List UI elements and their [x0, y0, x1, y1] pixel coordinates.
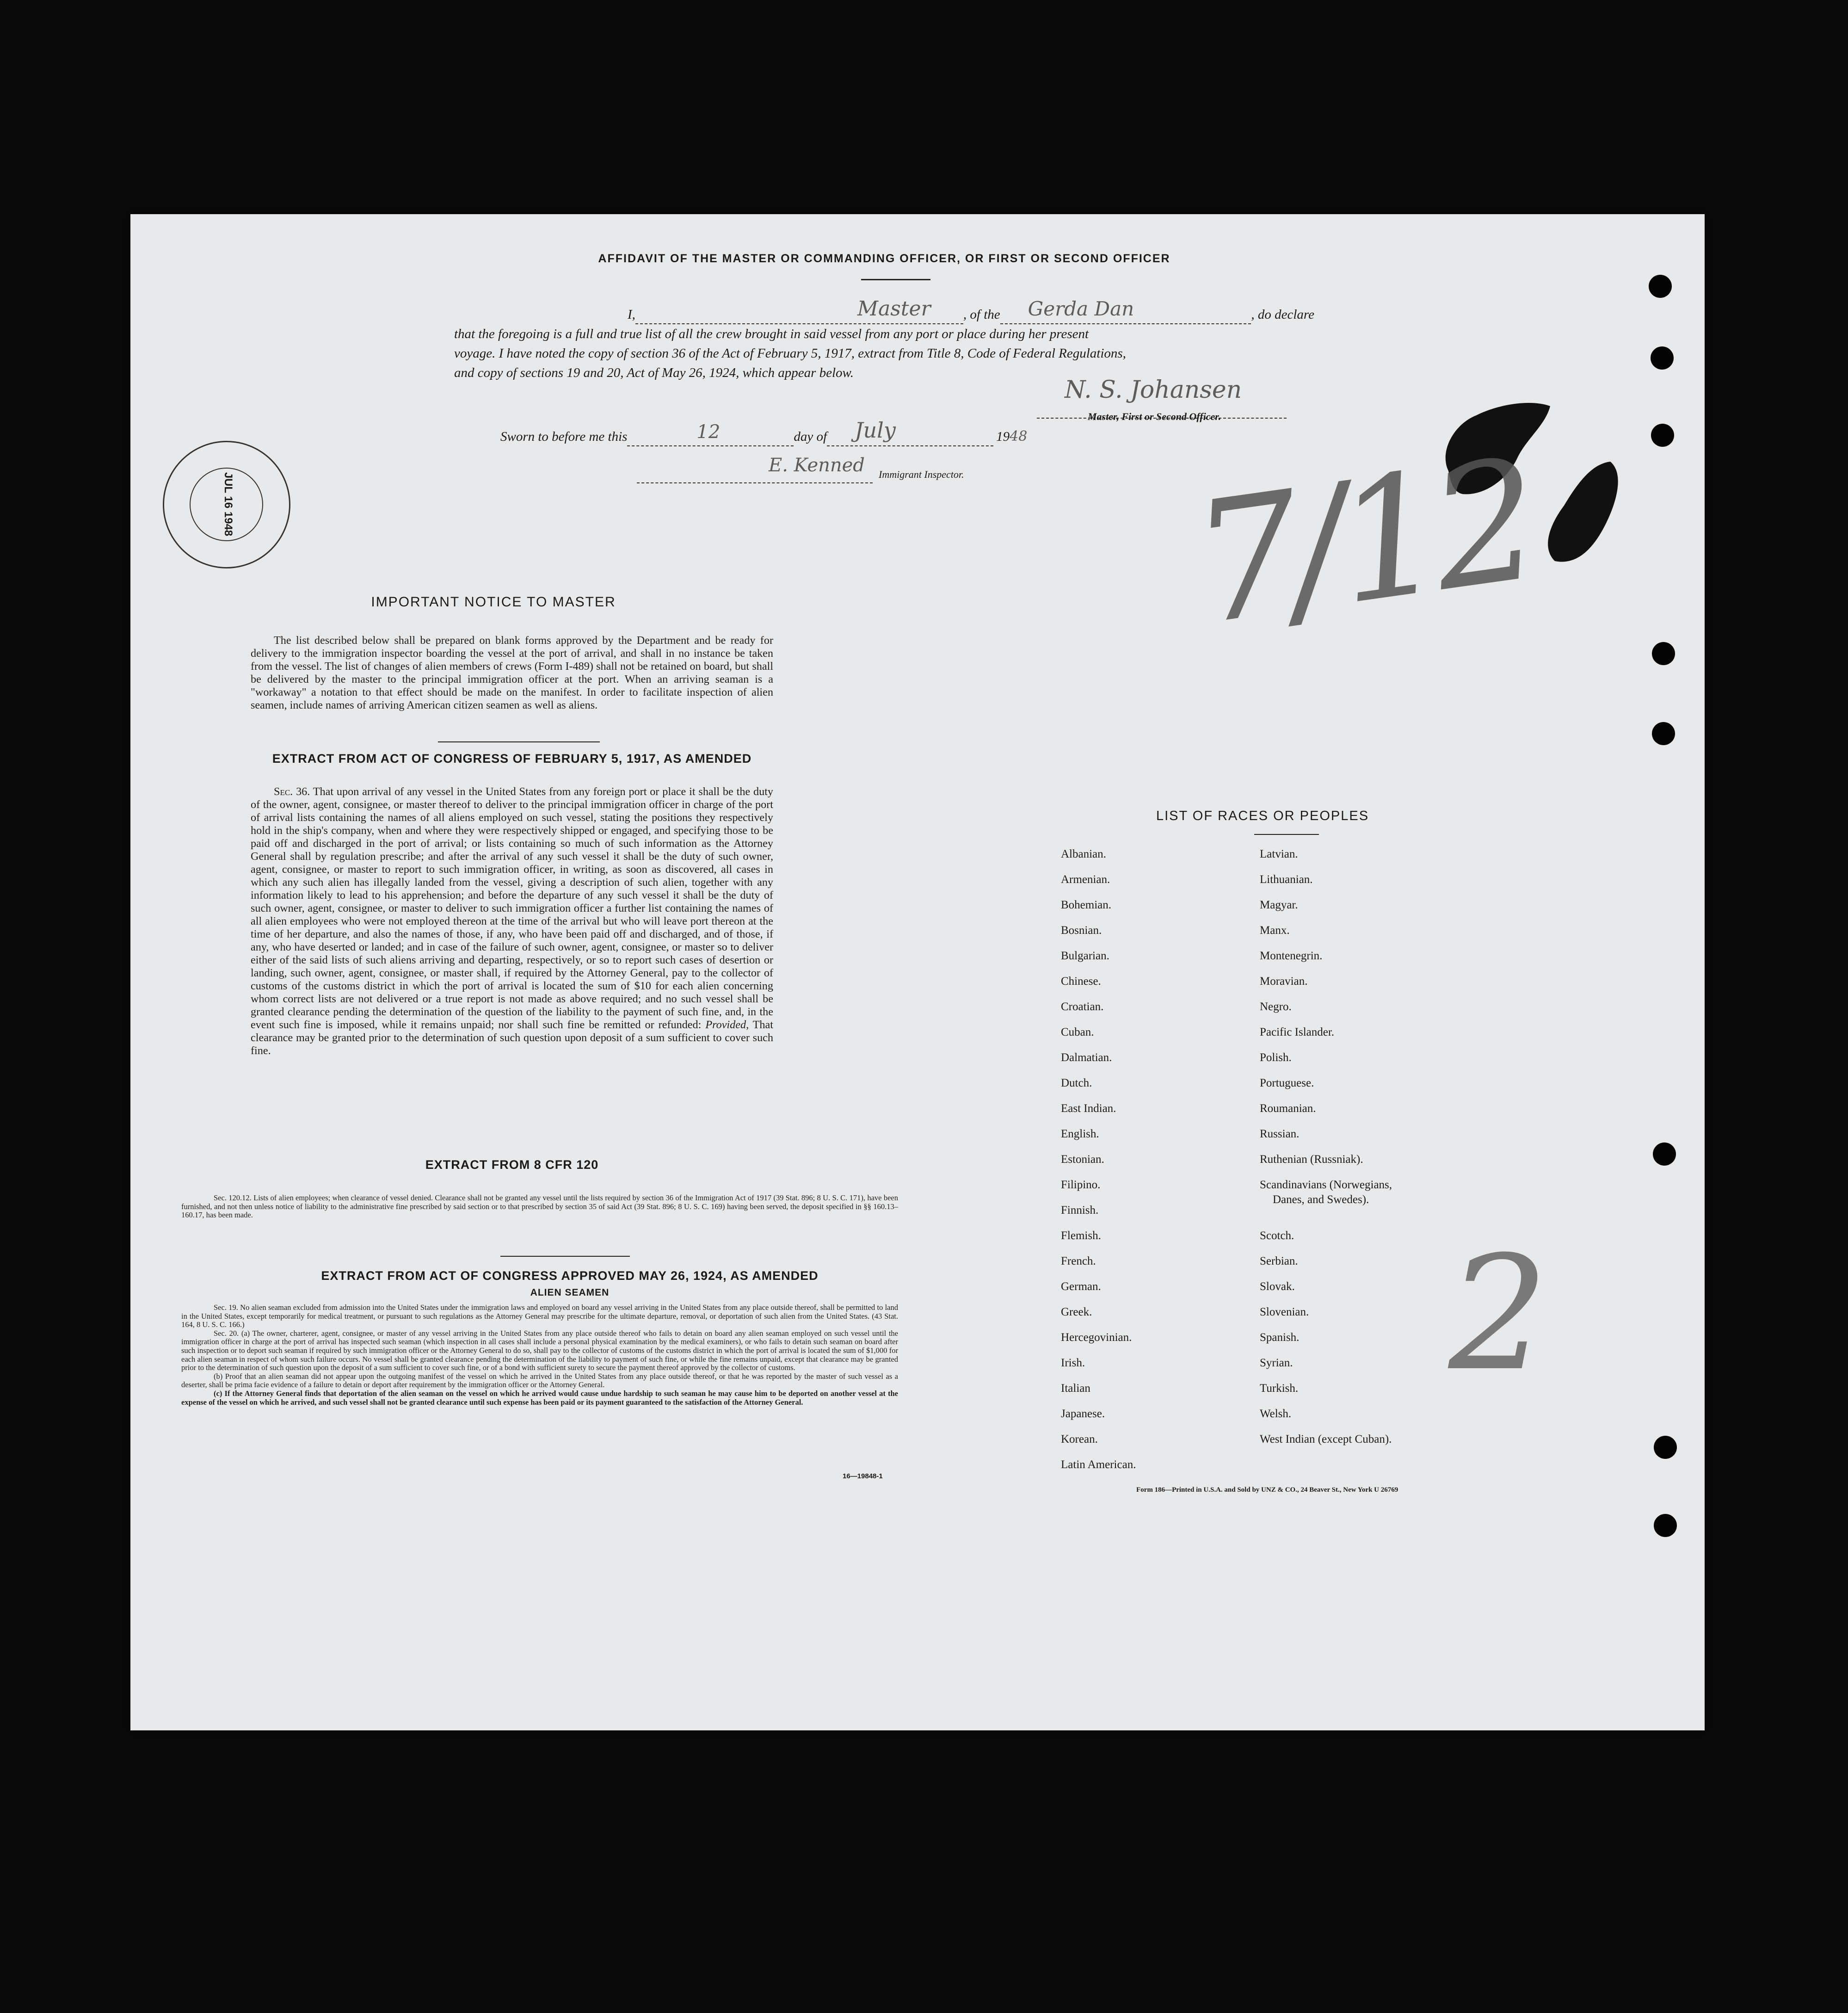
rank-field	[635, 297, 963, 324]
punch-hole	[1652, 722, 1675, 745]
year-prefix: 19	[996, 429, 1010, 444]
day-of-label: day of	[794, 429, 827, 444]
sworn-line	[500, 418, 1148, 446]
inspector-signature: E. Kenned	[769, 455, 865, 476]
race-item: Finnish.	[1061, 1204, 1099, 1216]
affidavit-title: AFFIDAVIT OF THE MASTER OR COMMANDING OFFICER, OR FIRST OR SECOND OFFICER	[598, 252, 1170, 265]
vessel-handwriting: Gerda Dan	[1028, 297, 1134, 320]
sec-20c-text: (c) If the Attorney General finds that deportation of the alien seaman on the vessel on which he arrived would cause undue hardship to such seaman he may cause him to be deported on another vessel at the expense of the vessel on which he arrived, and such vessel shall not be granted clearance until such expense has been paid or its payment guaranteed to the satisfaction of the Attorney General.	[181, 1389, 898, 1407]
divider-1	[438, 741, 600, 742]
race-item: Magyar.	[1260, 899, 1298, 911]
race-item: Armenian.	[1061, 873, 1110, 886]
race-item: Welsh.	[1260, 1408, 1292, 1420]
race-item: Cuban.	[1061, 1026, 1094, 1038]
do-declare-label: , do declare	[1251, 307, 1314, 322]
declaration-line-2: that the foregoing is a full and true list of all the crew brought in said vessel from any port or place during her present	[454, 327, 1089, 341]
race-item: Russian.	[1260, 1128, 1300, 1140]
race-item: English.	[1061, 1128, 1099, 1140]
signature-caption: Master, First or Second Officer.	[1088, 411, 1221, 422]
race-item: Scandinavians (Norwegians,	[1260, 1179, 1392, 1191]
race-item: Ruthenian (Russniak).	[1260, 1153, 1363, 1166]
race-item: Croatian.	[1061, 1000, 1104, 1013]
race-item: Syrian.	[1260, 1357, 1293, 1369]
race-item: Serbian.	[1260, 1255, 1298, 1267]
race-item: Polish.	[1260, 1051, 1292, 1064]
race-item: East Indian.	[1061, 1102, 1116, 1115]
race-item: Montenegrin.	[1260, 950, 1323, 962]
sworn-label: Sworn to before me this	[500, 429, 628, 444]
punch-hole	[1654, 1514, 1677, 1537]
race-item: Danes, and Swedes).	[1273, 1193, 1369, 1206]
inspector-caption: Immigrant Inspector.	[879, 469, 964, 480]
race-item: Latin American.	[1061, 1458, 1136, 1471]
sec-20b-text: (b) Proof that an alien seaman did not appear upon the outgoing manifest of the vessel on which he arrived in the United States from any place outside thereof, or that he was reported by the master of such vessel as a deserter, shall be prima facie evidence of a failure to detain or deport after requirement by the immigration officer or the Attorney General.	[181, 1371, 898, 1389]
date-stamp	[163, 441, 290, 568]
race-item: French.	[1061, 1255, 1096, 1267]
proviso-text: That clearance may be granted prior to the determination of such question upon deposit of a sum sufficient to cover such fine.	[251, 1019, 773, 1057]
race-item: Manx.	[1260, 924, 1290, 937]
races-right-column	[1260, 848, 1392, 1458]
sec-20a-text: Sec. 20. (a) The owner, charterer, agent, consignee, or master of any vessel arriving in the United States from any place outside thereof who fails to detain on board any alien seaman employed on such vessel until the immigration officer in charge at the port of arrival has inspected such seaman (which inspection in all cases shall include a personal physical examination by the medical examiners), or who fails to detain such seaman on board after such inspection or to deport such seaman if required by such immigration officer or the Attorney General to do so, shall pay to the collector of customs of the customs district in which the port of arrival is located the sum of $1,000 for each alien seaman in respect of whom such failure occurs. No vessel shall be granted clearance pending the determination of the liability to payment of such fine, or while the fine remains unpaid, except that clearance may be granted prior to the determination of such question upon the deposit of a sum sufficient to cover such fine, or of a bond with sufficient surety to secure the payment thereof approved by the collector of customs.	[181, 1328, 898, 1372]
race-item: Italian	[1061, 1382, 1090, 1395]
race-item: Moravian.	[1260, 975, 1308, 988]
race-item: Irish.	[1061, 1357, 1085, 1369]
handwritten-number: 7/12	[1182, 423, 1543, 662]
sec-36-label: Sec. 36.	[274, 785, 310, 798]
declaration-block	[454, 297, 1314, 383]
form-footer: Form 186—Printed in U.S.A. and Sold by UNZ & CO., 24 Beaver St., New York U 26769	[1136, 1486, 1398, 1494]
month-field	[827, 418, 993, 446]
race-item: Slovenian.	[1260, 1306, 1309, 1318]
race-item: Pacific Islander.	[1260, 1026, 1335, 1038]
notice-text: The list described below shall be prepared on blank forms approved by the Department and be ready for delivery to the immigration inspector boarding the vessel at the port of arrival, and shall in no instance be taken from the vessel. The list of changes of alien members of crews (Form I-489) shall not be retained on board, but shall be delivered by the master to the principal immigration officer at the port. When an arriving seaman is a "workaway" a notation to that effect should be made on the manifest. In order to facilitate inspection of alien seamen, include names of arriving American citizen seamen as well as aliens.	[251, 634, 773, 711]
proviso-word: Provided,	[705, 1019, 749, 1031]
declaration-line-4: and copy of sections 19 and 20, Act of May 26, 1924, which appear below.	[454, 365, 854, 380]
year-handwriting: 48	[1010, 428, 1028, 445]
extract-1924-subtitle: ALIEN SEAMEN	[530, 1287, 610, 1298]
punch-hole	[1652, 642, 1675, 665]
race-item: Turkish.	[1260, 1382, 1299, 1395]
ink-blot-right-shape	[1548, 462, 1618, 562]
race-item: Bulgarian.	[1061, 950, 1109, 962]
declaration-line-3: voyage. I have noted the copy of section 36 of the Act of February 5, 1917, extract from Title 8, Code of Federal Regulations,	[454, 346, 1126, 361]
race-item: German.	[1061, 1280, 1101, 1293]
i-label: I,	[628, 307, 635, 322]
races-left-column	[1061, 848, 1136, 1484]
punch-hole	[1653, 1142, 1676, 1166]
extract-1924-title: EXTRACT FROM ACT OF CONGRESS APPROVED MAY 26, 1924, AS AMENDED	[321, 1269, 819, 1283]
punch-hole	[1651, 346, 1674, 370]
race-item: West Indian (except Cuban).	[1260, 1433, 1392, 1445]
day-handwriting: 12	[696, 421, 721, 443]
race-item: Dalmatian.	[1061, 1051, 1112, 1064]
punch-hole	[1654, 1436, 1677, 1459]
race-item: Scotch.	[1260, 1229, 1294, 1242]
race-item: Greek.	[1061, 1306, 1092, 1318]
date-stamp-text: JUL 16 1948	[222, 472, 234, 537]
race-item: Albanian.	[1061, 848, 1106, 860]
race-item: Hercegovinian.	[1061, 1331, 1132, 1344]
extract-cfr-text: Sec. 120.12. Lists of alien employees; when clearance of vessel denied. Clearance shall not be granted any vessel until the lists required by section 36 of the Immigration Act of 1917 (39 Stat. 896; 8 U. S. C. 171), have been furnished, and not then unless notice of liability to the administrative fine prescribed by said section or to that prescribed by section 35 of said Act (39 Stat. 896; 8 U. S. C. 169) having been served, the deposit specified in §§ 160.13–160.17, has been made.	[181, 1193, 898, 1220]
sec-19-text: Sec. 19. No alien seaman excluded from admission into the United States under the immigration laws and employed on board any vessel arriving in the United States from any place outside thereof, shall be permitted to land in the United States, except temporarily for medical treatment, or pursuant to such regulations as the Attorney General may prescribe for the ultimate departure, removal, or deportation of such alien from the United States. (43 Stat. 164, 8 U. S. C. 166.)	[181, 1303, 898, 1329]
of-the-label: , of the	[963, 307, 1000, 322]
race-item: Flemish.	[1061, 1229, 1101, 1242]
race-item: Portuguese.	[1260, 1077, 1314, 1089]
race-item: Negro.	[1260, 1000, 1292, 1013]
race-item: Filipino.	[1061, 1179, 1101, 1191]
document-page	[130, 214, 1705, 1730]
extract-cfr-title: EXTRACT FROM 8 CFR 120	[425, 1158, 599, 1172]
races-title-underline	[1254, 834, 1319, 835]
extract-1917-body	[251, 785, 773, 1057]
form-code: 16—19848-1	[843, 1472, 883, 1480]
rank-handwriting: Master	[857, 297, 931, 321]
punch-hole	[1649, 275, 1672, 298]
race-item: Bohemian.	[1061, 899, 1112, 911]
race-item: Lithuanian.	[1260, 873, 1313, 886]
master-signature: N. S. Johansen	[1065, 376, 1242, 404]
race-item: Estonian.	[1061, 1153, 1104, 1166]
race-item: Latvian.	[1260, 848, 1298, 860]
vessel-field	[1000, 297, 1251, 324]
divider-2	[500, 1256, 630, 1257]
race-item: Dutch.	[1061, 1077, 1092, 1089]
day-field	[627, 421, 794, 446]
race-item: Japanese.	[1061, 1408, 1105, 1420]
ink-blot-right	[1536, 455, 1629, 570]
race-item: Korean.	[1061, 1433, 1098, 1445]
races-title: LIST OF RACES OR PEOPLES	[1156, 809, 1369, 823]
race-item: Spanish.	[1260, 1331, 1300, 1344]
race-item: Slovak.	[1260, 1280, 1295, 1293]
race-item: Roumanian.	[1260, 1102, 1316, 1115]
extract-1917-title: EXTRACT FROM ACT OF CONGRESS OF FEBRUARY 5, 1917, AS AMENDED	[272, 752, 752, 766]
notice-title: IMPORTANT NOTICE TO MASTER	[371, 594, 616, 610]
race-item: Bosnian.	[1061, 924, 1102, 937]
extract-1924-body	[181, 1303, 898, 1407]
sec-36-text: That upon arrival of any vessel in the United States from any foreign port or place it shall be the duty of the owner, agent, consignee, or master thereof to deliver to the principal immigration officer in charge of the port of arrival lists containing the names of all aliens employed on such vessel, stating the positions they respectively hold in the ship's company, when and where they were respectively shipped or engaged, and specifying those to be paid off and discharged in the port of arrival; or lists containing so much of such information as the Attorney General shall by regulation prescribe; and after the arrival of any such vessel it shall be the duty of such owner, agent, consignee, or master to report to such immigration officer, in writing, as soon as discovered, all cases in which any such alien has illegally landed from the vessel, giving a description of such alien, together with any information likely to lead to his apprehension; and before the departure of any such vessel it shall be the duty of such owner, agent, consignee, or master to deliver to such immigration officer a further list containing the names of all alien employees who were not employed thereon at the time of the arrival but who will leave port thereon at the time of her departure, and also the names of those, if any, who have been paid off and discharged, and of those, if any, who have deserted or landed; and in case of the failure of such owner, agent, consignee, or master so to deliver either of the said lists of such aliens arriving and departing, respectively, or so to report such cases of desertion or landing, such owner, agent, consignee, or master shall, if required by the Attorney General, pay to the collector of customs of the customs district in which the port of arrival is located the sum of $10 for each alien concerning whom correct lists are not delivered or a true report is not made as above required; and no such vessel shall be granted clearance pending the determination of the question of the liability to the payment of such fine, and, in the event such fine is imposed, while it remains unpaid; nor shall such fine be remitted or refunded:	[251, 785, 773, 1031]
month-handwriting: July	[855, 418, 896, 443]
title-underline	[861, 279, 930, 280]
punch-hole	[1651, 424, 1674, 447]
handwritten-page-number: 2	[1448, 1223, 1549, 1406]
race-item: Chinese.	[1061, 975, 1101, 988]
